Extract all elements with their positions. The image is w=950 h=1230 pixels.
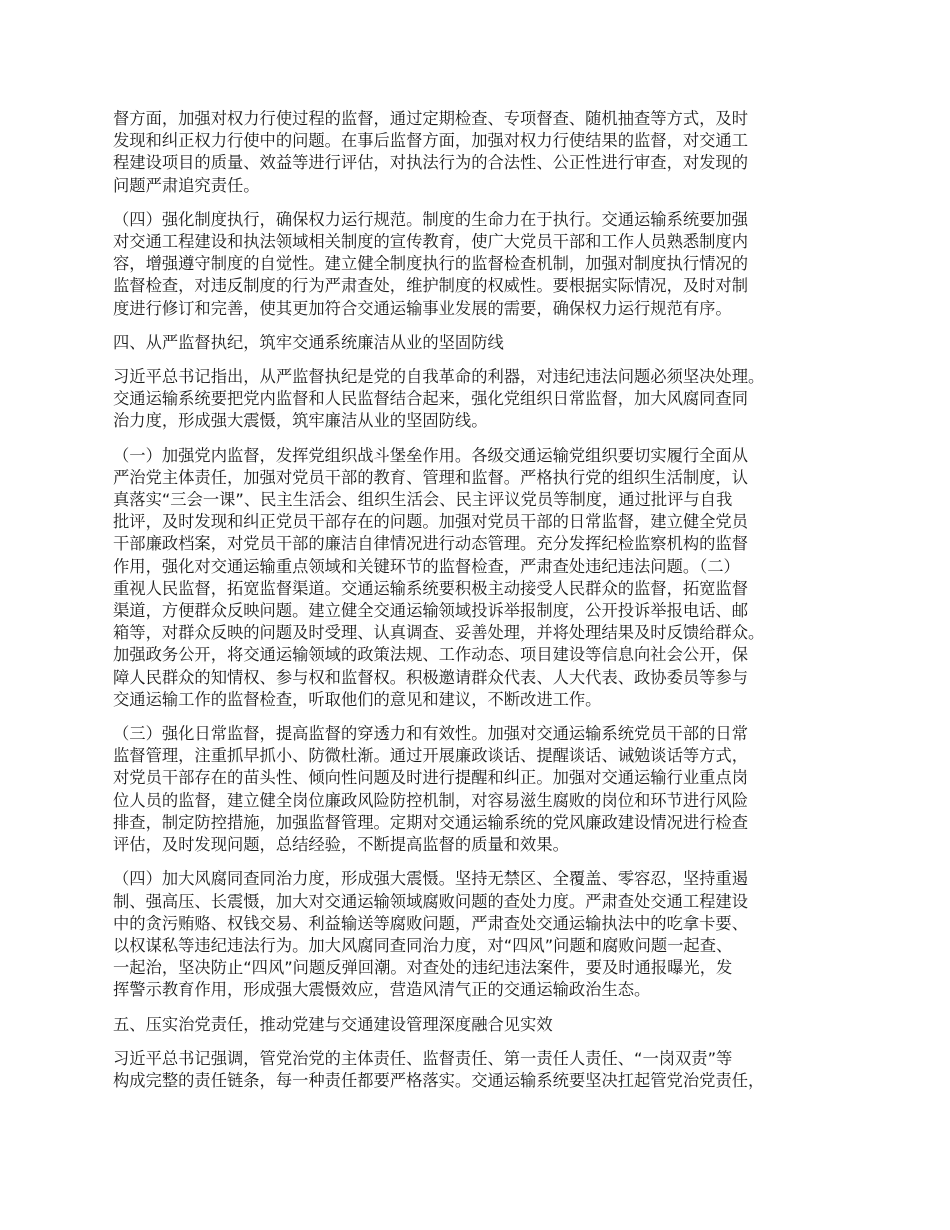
text-line: 督方面，加强对权力行使过程的监督，通过定期检查、专项督查、随机抽查等方式，及时 [113, 109, 748, 128]
text-line: 对交通工程建设和执法领域相关制度的宣传教育，使广大党员干部和工作人员熟悉制度内 [113, 232, 748, 252]
text-line: 加强政务公开，将交通运输领域的政策法规、工作动态、项目建设等信息向社会公开，保 [113, 645, 748, 665]
text-line: 挥警示教育作用，形成强大震慑效应，营造风清气正的交通运输政治生态。 [113, 980, 651, 1000]
text-line: 作用，强化对交通运输重点领域和关键环节的监督检查，严肃查处违纪违法问题。（二） [113, 556, 740, 576]
body-paragraph [113, 723, 853, 856]
text-line: （一）加强党内监督，发挥党组织战斗堡垒作用。各级交通运输党组织要切实履行全面从 [113, 445, 748, 465]
text-line: 构成完整的责任链条，每一种责任都要严格落实。交通运输系统要坚决扛起管党治党责任， [113, 1070, 765, 1090]
text-line: 重视人民监督，拓宽监督渠道。交通运输系统要积极主动接受人民群众的监督，拓宽监督 [113, 578, 748, 598]
text-line: 发现和纠正权力行使中的问题。在事后监督方面，加强对权力行使结果的监督，对交通工 [113, 131, 748, 151]
text-line: 制、强高压、长震慑，加大对交通运输领域腐败问题的查处力度。严肃查处交通工程建设 [113, 891, 748, 911]
section-heading [113, 332, 853, 354]
body-paragraph [113, 366, 853, 433]
body-paragraph [113, 868, 853, 1001]
section-heading [113, 1014, 853, 1036]
text-line: （三）强化日常监督，提高监督的穿透力和有效性。加强对交通运输系统党员干部的日常 [113, 724, 748, 744]
text-line: 一起治，坚决防止“四风”问题反弹回潮。对查处的违纪违法案件，要及时通报曝光，发 [113, 958, 733, 978]
text-line: 五、压实治党责任，推动党建与交通建设管理深度融合见实效 [113, 1014, 553, 1034]
text-line: 监督管理，注重抓早抓小、防微杜渐。通过开展廉政谈话、提醒谈话、诫勉谈话等方式， [113, 746, 748, 766]
text-line: 渠道，方便群众反映问题。建立健全交通运输领域投诉举报制度，公开投诉举报电话、邮 [113, 601, 748, 621]
text-line: 以权谋私等违纪违法行为。加大风腐同查同治力度，对“四风”问题和腐败问题一起查、 [113, 935, 733, 955]
body-paragraph [113, 445, 853, 711]
text-line: 干部廉政档案，对党员干部的廉洁自律情况进行动态管理。充分发挥纪检监察机构的监督 [113, 534, 748, 554]
text-line: 中的贪污贿赂、权钱交易、利益输送等腐败问题，严肃查处交通运输执法中的吃拿卡要、 [113, 913, 748, 933]
text-line: 排查，制定防控措施，加强监督管理。定期对交通运输系统的党风廉政建设情况进行检查 [113, 812, 748, 832]
text-line: 评估，及时发现问题，总结经验，不断提高监督的质量和效果。 [113, 835, 569, 855]
text-line: 对党员干部存在的苗头性、倾向性问题及时进行提醒和纠正。加强对交通运输行业重点岗 [113, 768, 748, 788]
text-line: 四、从严监督执纪，筑牢交通系统廉洁从业的坚固防线 [113, 332, 504, 352]
text-line: 习近平总书记强调，管党治党的主体责任、监督责任、第一责任人责任、“一岗双责”等 [113, 1048, 733, 1068]
text-line: 障人民群众的知情权、参与权和监督权。积极邀请群众代表、人大代表、政协委员等参与 [113, 667, 748, 687]
body-paragraph [113, 1048, 853, 1092]
text-line: 监督检查，对违反制度的行为严肃查处，维护制度的权威性。要根据实际情况，及时对制 [113, 276, 748, 296]
text-line: 位人员的监督，建立健全岗位廉政风险防控机制，对容易滋生腐败的岗位和环节进行风险 [113, 790, 748, 810]
text-line: 程建设项目的质量、效益等进行评估，对执法行为的合法性、公正性进行审查，对发现的 [113, 153, 748, 173]
text-line: 度进行修订和完善，使其更加符合交通运输事业发展的需要，确保权力运行规范有序。 [113, 298, 732, 318]
body-paragraph [113, 108, 853, 197]
text-line: 交通运输系统要把党内监督和人民监督结合起来，强化党组织日常监督，加大风腐同查同 [113, 389, 748, 409]
text-line: 治力度，形成强大震慑，筑牢廉洁从业的坚固防线。 [113, 411, 488, 431]
text-line: 容，增强遵守制度的自觉性。建立健全制度执行的监督检查机制，加强对制度执行情况的 [113, 254, 748, 274]
text-line: 交通运输工作的监督检查，听取他们的意见和建议，不断改进工作。 [113, 689, 602, 709]
text-line: 问题严肃追究责任。 [113, 175, 260, 195]
body-paragraph [113, 209, 853, 320]
text-line: 批评，及时发现和纠正党员干部存在的问题。加强对党员干部的日常监督，建立健全党员 [113, 512, 748, 532]
text-line: 习近平总书记指出，从严监督执纪是党的自我革命的利器，对违纪违法问题必须坚决处理。 [113, 367, 765, 387]
text-line: （四）强化制度执行，确保权力运行规范。制度的生命力在于执行。交通运输系统要加强 [113, 209, 748, 229]
text-line: 真落实“三会一课”、民主生活会、组织生活会、民主评议党员等制度，通过批评与自我 [113, 490, 733, 510]
text-line: 箱等，对群众反映的问题及时受理、认真调查、妥善处理，并将处理结果及时反馈给群众。 [113, 623, 765, 643]
text-line: （四）加大风腐同查同治力度，形成强大震慑。坚持无禁区、全覆盖、零容忍，坚持重遏 [113, 869, 748, 889]
document-page [113, 108, 853, 1104]
text-line: 严治党主体责任，加强对党员干部的教育、管理和监督。严格执行党的组织生活制度，认 [113, 467, 748, 487]
